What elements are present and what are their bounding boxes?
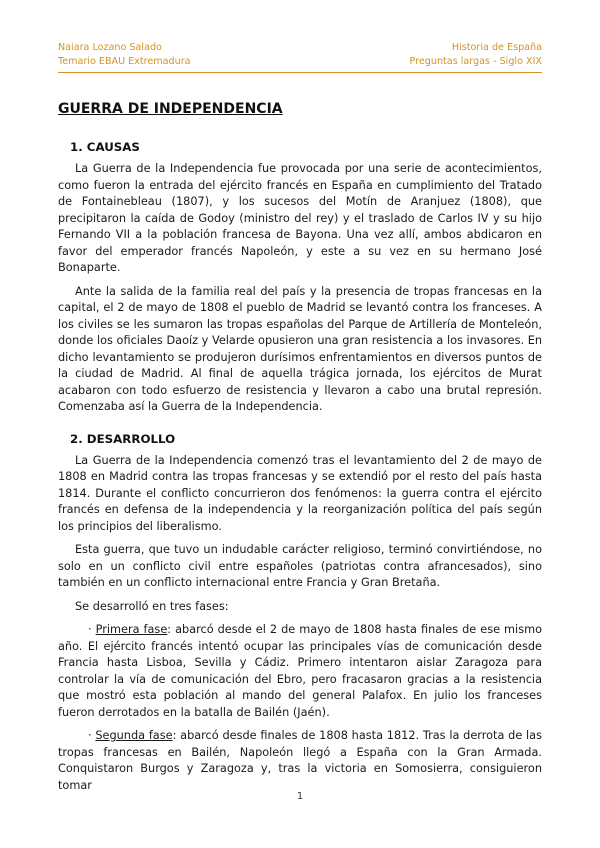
paragraph: Se desarrolló en tres fases: [75,599,229,613]
phase-item [58,728,542,794]
header-course: Temario EBAU Extremadura [58,56,191,67]
paragraph: La Guerra de la Independencia comenzó tras el levantamiento del 2 de mayo de 1808 en Madrid contra las tropas francesas y se extendió por el resto del país hasta 1814. Durante el conflicto concurrieron dos fenómenos: la guerra contra el ejército francés en defensa de la independencia y la reorganización política del país según los principios del liberalismo. [58,453,542,533]
phase-text: : abarcó desde finales de 1808 hasta 1812. Tras la derrota de las tropas francesas en Bailén, Napoleón llegó a España con la Gran Armada. Conquistaron Burgos y Zaragoza y, tras la victoria en Somosierra, consiguieron tomar [58,729,542,792]
bullet-mark: · [88,729,92,742]
phase-text: : abarcó desde el 2 de mayo de 1808 hasta finales de ese mismo año. El ejército francés intentó ocupar las principales vías de comunicación desde Francia hasta Lisboa, Sevilla y Cádiz. Primero intentaron aislar Zaragoza para controlar la vía de comunicación del Ebro, pero fracasaron gracias a la resistencia que mostró esta población al mando del general Palafox. En julio los franceses fueron derrotados en la batalla de Bailén (Jaén). [58,623,543,719]
section-heading-desarrollo: 2. DESARROLLO [70,431,176,446]
section-heading-causas: 1. CAUSAS [70,140,140,154]
paragraph: Esta guerra, que tuvo un indudable carácter religioso, terminó convirtiéndose, no solo en un conflicto civil entre españoles (patriotas contra afrancesados), sino también en un conflicto internacional entre Francia y Gran Bretaña. [58,543,542,589]
bullet-mark: · [88,623,92,636]
page-number: 1 [296,791,304,802]
document-body [58,100,542,801]
phase-title: Primera fase [95,623,168,636]
paragraph: La Guerra de la Independencia fue provocada por una serie de acontecimientos, como fueron la entrada del ejército francés en España en cumplimiento del Tratado de Fontainebleau (1807), y los sucesos del Motín de Aranjuez (1808), que precipitaron la caída de Godoy (ministro del rey) y el traslado de Carlos IV y su hijo Fernando VII a la población francesa de Bayona. Una vez allí, ambos abdicaron en favor del emperador francés Napoleón, y este a su vez en su hermano José Bonaparte. [58,162,542,274]
phase-title: Segunda fase [95,729,173,742]
header-subject: Historia de España [451,42,542,53]
header-author: Naiara Lozano Salado [58,42,162,53]
phase-item [58,622,542,721]
header-divider [58,72,542,73]
document-title: GUERRA DE INDEPENDENCIA [58,101,283,117]
header-left [58,41,191,69]
header-right [410,41,542,69]
paragraph: Ante la salida de la familia real del país y la presencia de tropas francesas en la capital, el 2 de mayo de 1808 el pueblo de Madrid se levantó contra los franceses. A los civiles se les sumaron las tropas españolas del Parque de Artillería de Monteleón, donde los oficiales Daoíz y Velarde opusieron una gran resistencia a los invasores. En dicho levantamiento se produjeron durísimos enfrentamientos en diversos puntos de la ciudad de Madrid. Al final de aquella trágica jornada, los ejércitos de Murat acabaron con todo esfuerzo de resistencia y llevaron a cabo una brutal represión. Comenzaba así la Guerra de la Independencia. [58,284,542,413]
header-unit: Preguntas largas - Siglo XIX [409,56,542,67]
